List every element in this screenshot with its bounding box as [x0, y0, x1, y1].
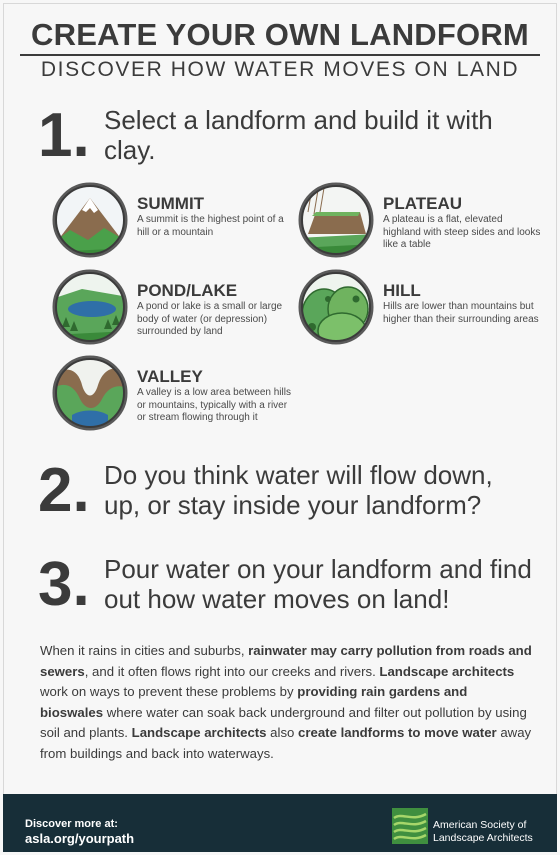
- landform-pond-lake: [52, 269, 292, 349]
- footer: [3, 794, 557, 852]
- landform-description: A pond or lake is a small or large body of water (or depression) surrounded by land: [137, 301, 283, 338]
- landform-valley: [52, 355, 292, 435]
- landform-name: PLATEAU: [383, 194, 463, 213]
- step-number: 2.: [38, 456, 90, 525]
- step-number: 1.: [38, 101, 90, 170]
- step-3: [38, 550, 532, 624]
- landform-name: VALLEY: [137, 367, 203, 386]
- step-text: Pour water on your landform and find out how water moves on land!: [104, 554, 532, 614]
- page-title: CREATE YOUR OWN LANDFORM: [31, 17, 529, 52]
- landform-description: A valley is a low area between hills or mountains, typically with a river or stream flowing through it: [137, 387, 291, 424]
- footer-url-link[interactable]: asla.org/yourpath: [25, 831, 135, 846]
- step-text: Select a landform and build it with clay.: [104, 105, 493, 165]
- landform-description: A summit is the highest point of a hill or a mountain: [137, 214, 284, 238]
- title-divider: [20, 54, 540, 56]
- step-text: Do you think water will flow down, up, or stay inside your landform?: [104, 460, 493, 520]
- info-paragraph: When it rains in cities and suburbs, rainwater may carry pollution from roads and sewers, and it often flows right into our creeks and rivers. Landscape architects work on ways to prevent these problems by providing rain gardens and bioswales where water can soak back underground and filter out pollution by using soil and plants. Landscape architects also create landforms to move water away from buildings and back into waterways.: [40, 643, 532, 761]
- hill-icon: [298, 269, 374, 345]
- organization-name: American Society of Landscape Architects: [433, 819, 533, 844]
- landform-plateau: [298, 182, 541, 262]
- landform-description: A plateau is a flat, elevated highland with steep sides and looks like a table: [383, 214, 541, 251]
- step-number: 3.: [38, 550, 90, 619]
- landform-hill: [298, 269, 538, 349]
- pond-lake-icon: [52, 269, 128, 345]
- plateau-icon: [298, 182, 374, 258]
- page-subtitle: DISCOVER HOW WATER MOVES ON LAND: [40, 58, 520, 81]
- landform-name: POND/LAKE: [137, 281, 238, 300]
- asla-logo-icon: [392, 808, 428, 844]
- landform-summit: [52, 182, 292, 262]
- summit-icon: [52, 182, 128, 258]
- discover-label: Discover more at:: [25, 818, 118, 830]
- step-1: [38, 101, 518, 175]
- landform-description: Hills are lower than mountains but higher than their surrounding areas: [383, 301, 539, 325]
- step-2: [38, 456, 518, 530]
- valley-icon: [52, 355, 128, 431]
- landform-name: SUMMIT: [137, 194, 205, 213]
- landform-name: HILL: [383, 281, 421, 300]
